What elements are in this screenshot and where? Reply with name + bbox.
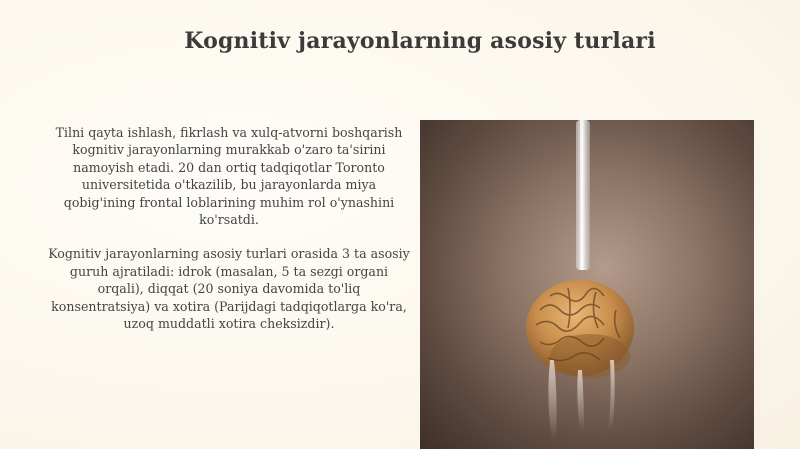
- slide-body-text: [48, 124, 410, 332]
- paragraph-1: Tilni qayta ishlash, fikrlash va xulq-atvorni boshqarish kognitiv jarayonlarning murakkab o'zaro ta'sirini namoyish etadi. 20 dan ortiq tadqiqotlar Toronto universitetida o'tkazilib, bu jarayonlarda miya qobig'ining frontal loblarining muhim rol o'ynashini ko'rsatdi.: [55, 125, 403, 228]
- brain-photo: [420, 120, 754, 449]
- paragraph-2: Kognitiv jarayonlarning asosiy turlari orasida 3 ta asosiy guruh ajratiladi: idrok (masalan, 5 ta sezgi organi orqali), diqqat (20 soniya davomida to'liq konsentratsiya) va xotira (Parijdagi tadqiqotlarga ko'ra, uzoq muddatli xotira cheksizdir).: [48, 246, 410, 332]
- slide-title: Kognitiv jarayonlarning asosiy turlari: [184, 28, 656, 54]
- brain-icon: [420, 120, 754, 449]
